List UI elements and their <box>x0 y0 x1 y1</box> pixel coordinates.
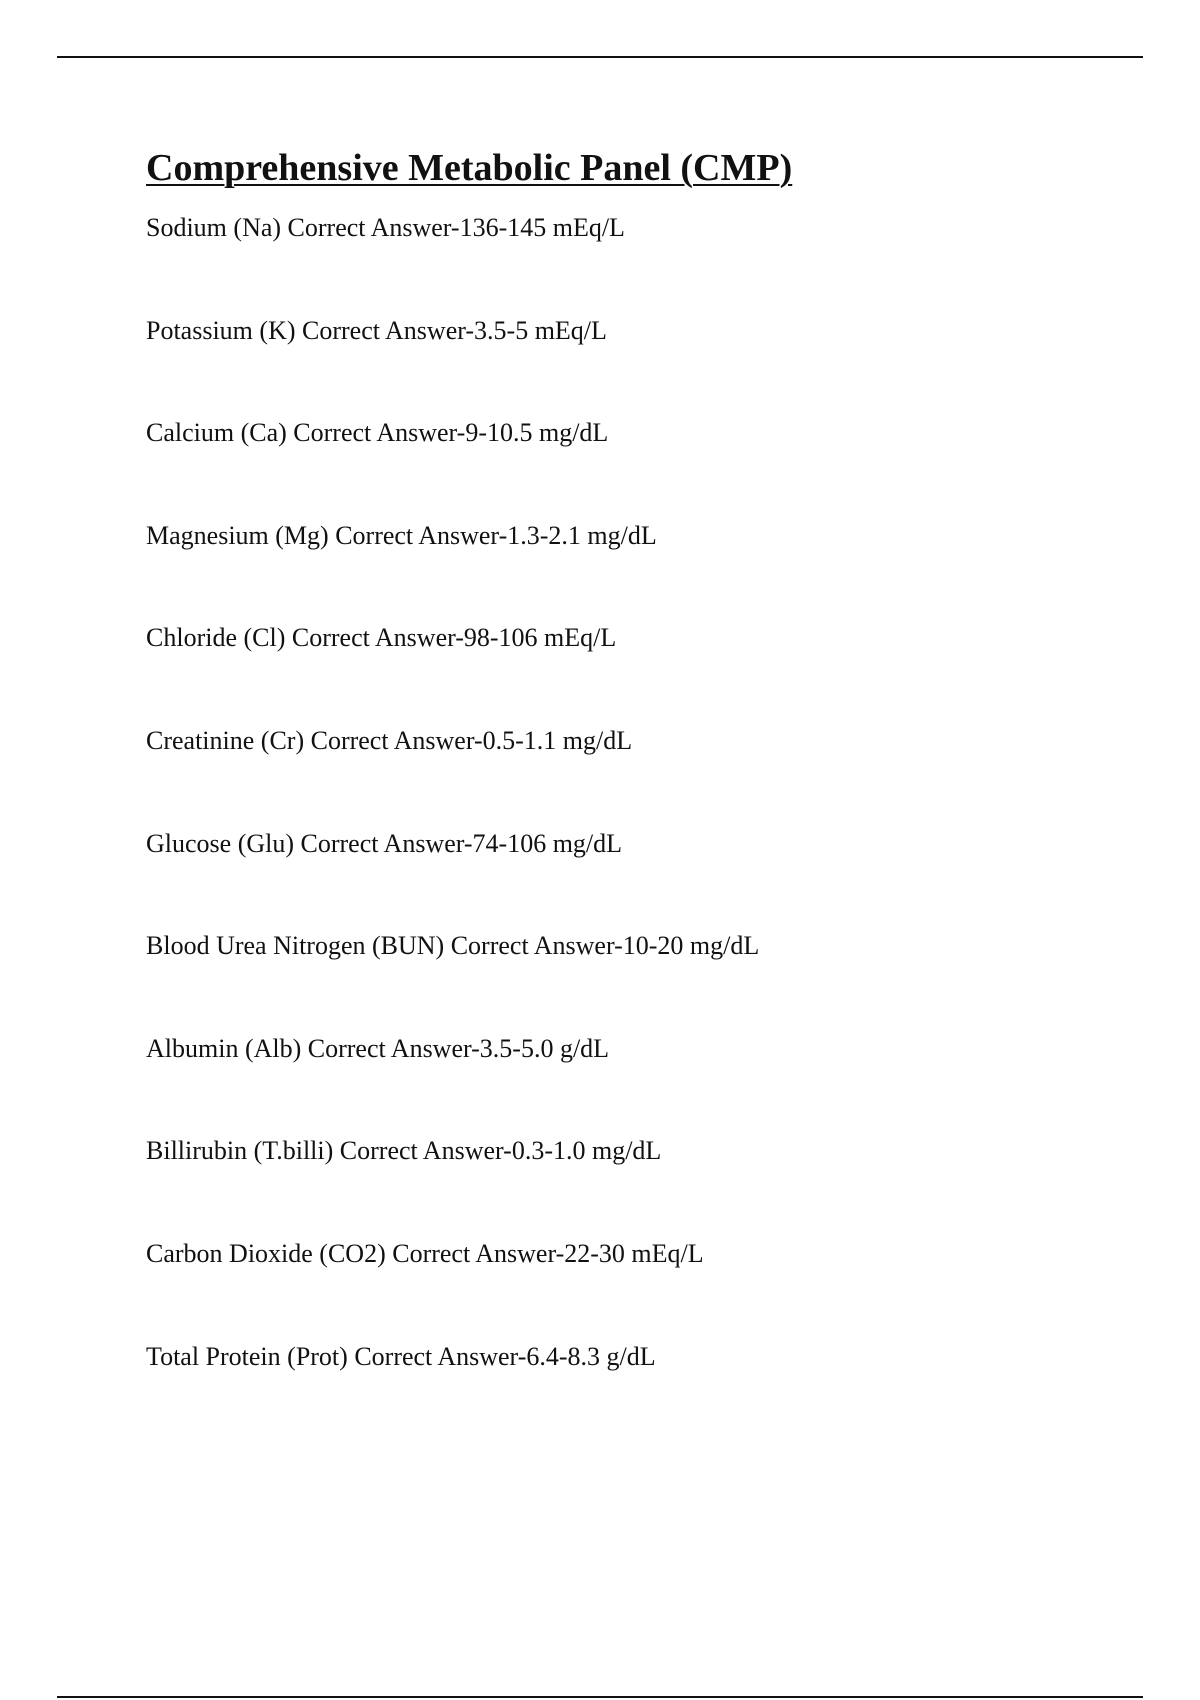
list-item: Calcium (Ca) Correct Answer-9-10.5 mg/dL <box>146 418 609 448</box>
list-item: Chloride (Cl) Correct Answer-98-106 mEq/L <box>146 623 617 653</box>
top-divider <box>57 56 1143 58</box>
list-item: Billirubin (T.billi) Correct Answer-0.3-1.0 mg/dL <box>146 1136 662 1166</box>
list-item: Magnesium (Mg) Correct Answer-1.3-2.1 mg/dL <box>146 520 657 550</box>
list-item: Glucose (Glu) Correct Answer-74-106 mg/dL <box>146 828 623 858</box>
list-item: Albumin (Alb) Correct Answer-3.5-5.0 g/dL <box>146 1033 610 1063</box>
page-title: Comprehensive Metabolic Panel (CMP) <box>146 147 793 189</box>
entry-list <box>146 210 759 1441</box>
bottom-divider <box>57 1696 1143 1698</box>
list-item: Carbon Dioxide (CO2) Correct Answer-22-30 mEq/L <box>146 1238 704 1268</box>
list-item: Potassium (K) Correct Answer-3.5-5 mEq/L <box>146 315 607 345</box>
list-item: Sodium (Na) Correct Answer-136-145 mEq/L <box>146 213 625 242</box>
list-item: Creatinine (Cr) Correct Answer-0.5-1.1 mg/dL <box>146 725 633 755</box>
list-item: Blood Urea Nitrogen (BUN) Correct Answer-10-20 mg/dL <box>146 931 760 961</box>
list-item: Total Protein (Prot) Correct Answer-6.4-8.3 g/dL <box>146 1341 656 1371</box>
